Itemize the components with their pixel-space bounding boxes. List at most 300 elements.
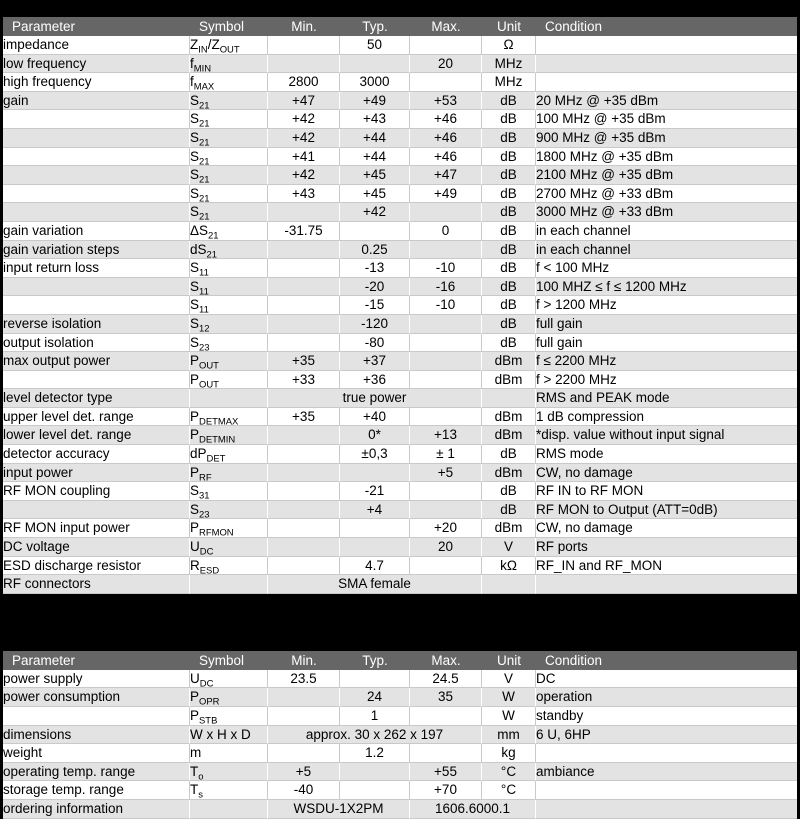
cell-condition: 2700 MHz @ +33 dBm [536,185,797,204]
cell-max [410,707,482,726]
cell-unit: dB [482,203,536,222]
cell-min [268,501,340,520]
cell-symbol: $S_{21}$ [190,129,268,148]
cell-symbol: $\Delta S_{21}$ [190,222,268,241]
cell-span: true power [268,389,482,408]
cell-unit: °C [482,763,536,782]
cell-min: +35 [268,408,340,427]
cell-unit: dB [482,241,536,260]
cell-parameter: low frequency [3,55,190,74]
cell-symbol: $f_{MIN}$ [190,55,268,74]
cell-unit: dB [482,148,536,167]
cell-parameter: gain variation steps [3,241,190,260]
cell-max [410,36,482,55]
cell-parameter: ordering information [3,800,190,819]
cell-parameter: detector accuracy [3,445,190,464]
header-cell-condition: Condition [536,651,797,670]
table-row [3,501,797,520]
cell-unit: dB [482,501,536,520]
cell-min: 23.5 [268,670,340,689]
cell-symbol [190,389,268,408]
cell-typ [340,763,410,782]
cell-condition: standby [536,707,797,726]
cell-unit: V [482,670,536,689]
cell-symbol: $U_{DC}$ [190,538,268,557]
general-spec-table-container [3,651,797,819]
cell-condition [536,800,797,819]
cell-parameter: gain variation [3,222,190,241]
cell-condition: 3000 MHz @ +33 dBm [536,203,797,222]
cell-symbol: $S_{23}$ [190,334,268,353]
cell-typ: 24 [340,688,410,707]
cell-condition: f > 2200 MHz [536,371,797,390]
cell-min: +5 [268,763,340,782]
cell-min [268,688,340,707]
cell-unit: dB [482,445,536,464]
cell-symbol: $S_{21}$ [190,185,268,204]
cell-condition: RMS mode [536,445,797,464]
cell-max: +55 [410,763,482,782]
cell-symbol: $S_{12}$ [190,315,268,334]
cell-max [410,315,482,334]
table-row [3,389,797,408]
cell-parameter: DC voltage [3,538,190,557]
cell-unit: dB [482,129,536,148]
cell-parameter: RF MON coupling [3,482,190,501]
cell-symbol: $P_{RFMON}$ [190,519,268,538]
cell-max [410,482,482,501]
cell-unit: dBm [482,371,536,390]
table-row [3,726,797,745]
header-cell-typ: Typ. [340,17,410,36]
rf-spec-table [3,17,797,594]
cell-condition [536,73,797,92]
cell-symbol: $P_{OUT}$ [190,352,268,371]
cell-symbol: $S_{11}$ [190,278,268,297]
cell-symbol: $S_{31}$ [190,482,268,501]
cell-unit: kΩ [482,557,536,576]
cell-unit: W [482,707,536,726]
cell-typ: -15 [340,296,410,315]
cell-span: 1606.6000.1 [410,800,536,819]
cell-condition: full gain [536,334,797,353]
cell-unit: dB [482,482,536,501]
table-row [3,166,797,185]
cell-parameter: power consumption [3,688,190,707]
cell-symbol: $S_{21}$ [190,203,268,222]
table-row [3,241,797,260]
cell-min [268,445,340,464]
cell-unit: kg [482,744,536,763]
cell-parameter: impedance [3,36,190,55]
cell-min: +35 [268,352,340,371]
cell-condition: ambiance [536,763,797,782]
cell-max: +46 [410,129,482,148]
cell-typ: -20 [340,278,410,297]
cell-unit: dBm [482,426,536,445]
cell-parameter: storage temp. range [3,781,190,800]
cell-min [268,315,340,334]
cell-symbol: $dS_{21}$ [190,241,268,260]
cell-parameter [3,185,190,204]
cell-parameter: weight [3,744,190,763]
table-row [3,519,797,538]
cell-condition: CW, no damage [536,464,797,483]
cell-parameter: RF connectors [3,575,190,594]
table-row [3,92,797,111]
cell-max: +13 [410,426,482,445]
cell-condition: in each channel [536,241,797,260]
table-row [3,800,797,819]
cell-min [268,557,340,576]
cell-max: 0 [410,222,482,241]
cell-min: +33 [268,371,340,390]
cell-condition: 20 MHz @ +35 dBm [536,92,797,111]
header-cell-max: Max. [410,651,482,670]
cell-min [268,278,340,297]
cell-typ: 3000 [340,73,410,92]
cell-span: WSDU-1X2PM [268,800,410,819]
table-row [3,557,797,576]
cell-symbol: $S_{23}$ [190,501,268,520]
cell-typ: 0.25 [340,241,410,260]
table-row [3,334,797,353]
cell-symbol: m [190,744,268,763]
cell-unit: dB [482,315,536,334]
cell-unit: dB [482,92,536,111]
cell-condition: RMS and PEAK mode [536,389,797,408]
cell-symbol: $S_{21}$ [190,148,268,167]
cell-typ: 0* [340,426,410,445]
table-row [3,55,797,74]
table-row [3,129,797,148]
cell-typ: +36 [340,371,410,390]
cell-unit: MHz [482,73,536,92]
cell-unit: dBm [482,408,536,427]
cell-min [268,296,340,315]
cell-typ: +4 [340,501,410,520]
cell-condition: full gain [536,315,797,334]
cell-unit: dB [482,110,536,129]
cell-min: 2800 [268,73,340,92]
cell-min [268,334,340,353]
table-row [3,36,797,55]
cell-parameter: gain [3,92,190,111]
cell-typ [340,538,410,557]
cell-max: 20 [410,538,482,557]
cell-max: ± 1 [410,445,482,464]
cell-max [410,203,482,222]
cell-condition: CW, no damage [536,519,797,538]
header-cell-parameter: Parameter [3,651,190,670]
cell-typ [340,670,410,689]
cell-condition: RF_IN and RF_MON [536,557,797,576]
cell-max [410,408,482,427]
cell-parameter: lower level det. range [3,426,190,445]
cell-parameter: input power [3,464,190,483]
table-row [3,707,797,726]
table-gap [3,594,797,651]
rf-spec-table-container [3,17,797,594]
cell-min [268,707,340,726]
cell-symbol: $P_{STB}$ [190,707,268,726]
cell-typ: 1.2 [340,744,410,763]
table-row [3,426,797,445]
table-row [3,744,797,763]
cell-condition: 100 MHz @ +35 dBm [536,110,797,129]
table-row [3,278,797,297]
cell-max [410,557,482,576]
cell-parameter [3,501,190,520]
cell-condition [536,744,797,763]
cell-parameter [3,203,190,222]
cell-max [410,241,482,260]
cell-symbol: $S_{11}$ [190,259,268,278]
cell-symbol: $P_{DETMIN}$ [190,426,268,445]
cell-parameter: high frequency [3,73,190,92]
cell-symbol: $S_{21}$ [190,166,268,185]
cell-typ: +44 [340,148,410,167]
cell-condition: RF MON to Output (ATT=0dB) [536,501,797,520]
cell-symbol: W x H x D [190,726,268,745]
table-row [3,259,797,278]
cell-min: +47 [268,92,340,111]
cell-symbol: $P_{DETMAX}$ [190,408,268,427]
cell-typ: 1 [340,707,410,726]
cell-typ [340,55,410,74]
general-spec-table [3,651,797,819]
cell-min [268,426,340,445]
cell-typ [340,519,410,538]
cell-condition: 2100 MHz @ +35 dBm [536,166,797,185]
table-row [3,781,797,800]
cell-parameter [3,110,190,129]
cell-max: -10 [410,296,482,315]
table-row [3,575,797,594]
cell-unit: mm [482,726,536,745]
header-cell-unit: Unit [482,651,536,670]
table-row [3,148,797,167]
cell-parameter: operating temp. range [3,763,190,782]
table-row [3,371,797,390]
header-cell-min: Min. [268,651,340,670]
cell-symbol: $Z_{IN}/Z_{OUT}$ [190,36,268,55]
table-row [3,408,797,427]
cell-max: +70 [410,781,482,800]
cell-max: +5 [410,464,482,483]
cell-max [410,352,482,371]
table-row [3,315,797,334]
cell-parameter: ESD discharge resistor [3,557,190,576]
cell-parameter: input return loss [3,259,190,278]
cell-condition [536,575,797,594]
cell-min: +42 [268,166,340,185]
cell-condition: 1 dB compression [536,408,797,427]
header-cell-parameter: Parameter [3,17,190,36]
cell-condition: f < 100 MHz [536,259,797,278]
cell-condition: in each channel [536,222,797,241]
cell-typ [340,464,410,483]
cell-max: +46 [410,110,482,129]
cell-max [410,334,482,353]
table-row [3,185,797,204]
header-cell-condition: Condition [536,17,797,36]
cell-parameter [3,296,190,315]
cell-symbol: $S_{21}$ [190,110,268,129]
cell-typ: -21 [340,482,410,501]
cell-typ: +44 [340,129,410,148]
cell-parameter [3,707,190,726]
cell-unit: dB [482,259,536,278]
cell-typ: 50 [340,36,410,55]
cell-max: +49 [410,185,482,204]
cell-unit: dB [482,334,536,353]
table-row [3,73,797,92]
header-cell-max: Max. [410,17,482,36]
cell-symbol [190,800,268,819]
table-row [3,222,797,241]
table-row [3,445,797,464]
table-row [3,538,797,557]
cell-unit: dBm [482,464,536,483]
cell-unit: dBm [482,519,536,538]
cell-min [268,538,340,557]
cell-max: +46 [410,148,482,167]
cell-min [268,203,340,222]
cell-unit: dBm [482,352,536,371]
cell-parameter [3,371,190,390]
table-row [3,482,797,501]
cell-max: +47 [410,166,482,185]
header-cell-unit: Unit [482,17,536,36]
cell-parameter: reverse isolation [3,315,190,334]
cell-typ: +49 [340,92,410,111]
cell-condition: 6 U, 6HP [536,726,797,745]
cell-unit: dB [482,296,536,315]
cell-symbol: $P_{OUT}$ [190,371,268,390]
table-row [3,110,797,129]
cell-min [268,36,340,55]
cell-max: 35 [410,688,482,707]
cell-parameter: dimensions [3,726,190,745]
cell-min: +43 [268,185,340,204]
cell-max: -16 [410,278,482,297]
cell-parameter: power supply [3,670,190,689]
cell-unit: W [482,688,536,707]
cell-parameter: output isolation [3,334,190,353]
cell-min: +42 [268,129,340,148]
cell-typ [340,222,410,241]
cell-symbol: $T_s$ [190,781,268,800]
cell-min: -31.75 [268,222,340,241]
cell-max [410,744,482,763]
cell-min [268,241,340,260]
cell-unit: Ω [482,36,536,55]
cell-parameter [3,166,190,185]
cell-parameter [3,148,190,167]
cell-symbol [190,575,268,594]
cell-typ: +45 [340,185,410,204]
cell-symbol: $R_{ESD}$ [190,557,268,576]
cell-condition: RF ports [536,538,797,557]
cell-parameter: level detector type [3,389,190,408]
cell-condition [536,781,797,800]
cell-max [410,501,482,520]
cell-max [410,73,482,92]
cell-condition: operation [536,688,797,707]
cell-min: +42 [268,110,340,129]
cell-symbol: $f_{MAX}$ [190,73,268,92]
cell-max [410,371,482,390]
cell-typ [340,781,410,800]
cell-condition: RF IN to RF MON [536,482,797,501]
cell-symbol: $U_{DC}$ [190,670,268,689]
cell-condition: 100 MHZ ≤ f ≤ 1200 MHz [536,278,797,297]
header-cell-typ: Typ. [340,651,410,670]
cell-typ: +37 [340,352,410,371]
cell-condition: 1800 MHz @ +35 dBm [536,148,797,167]
cell-min [268,259,340,278]
cell-typ: -120 [340,315,410,334]
header-row [3,651,797,670]
cell-parameter [3,129,190,148]
header-cell-symbol: Symbol [190,651,268,670]
cell-condition: f ≤ 2200 MHz [536,352,797,371]
table-row [3,763,797,782]
cell-parameter: upper level det. range [3,408,190,427]
cell-condition: 900 MHz @ +35 dBm [536,129,797,148]
cell-parameter [3,278,190,297]
cell-min: -40 [268,781,340,800]
table-row [3,464,797,483]
cell-min [268,519,340,538]
cell-max: -10 [410,259,482,278]
cell-condition: *disp. value without input signal [536,426,797,445]
table-row [3,688,797,707]
cell-max: +20 [410,519,482,538]
table-row [3,670,797,689]
cell-max: 24.5 [410,670,482,689]
cell-condition: f > 1200 MHz [536,296,797,315]
cell-unit: V [482,538,536,557]
cell-typ: -80 [340,334,410,353]
cell-condition [536,55,797,74]
cell-unit: dB [482,222,536,241]
cell-typ: +42 [340,203,410,222]
cell-symbol: $dP_{DET}$ [190,445,268,464]
header-cell-symbol: Symbol [190,17,268,36]
cell-unit: MHz [482,55,536,74]
cell-unit: dB [482,185,536,204]
cell-parameter: RF MON input power [3,519,190,538]
cell-condition [536,36,797,55]
cell-symbol: $T_o$ [190,763,268,782]
cell-unit [482,389,536,408]
cell-unit: dB [482,278,536,297]
cell-typ: +45 [340,166,410,185]
header-cell-min: Min. [268,17,340,36]
table-row [3,203,797,222]
cell-unit: °C [482,781,536,800]
cell-condition: DC [536,670,797,689]
cell-min: +41 [268,148,340,167]
cell-typ: -13 [340,259,410,278]
cell-min [268,744,340,763]
cell-min [268,55,340,74]
cell-symbol: $S_{21}$ [190,92,268,111]
cell-parameter: max output power [3,352,190,371]
cell-span: SMA female [268,575,482,594]
